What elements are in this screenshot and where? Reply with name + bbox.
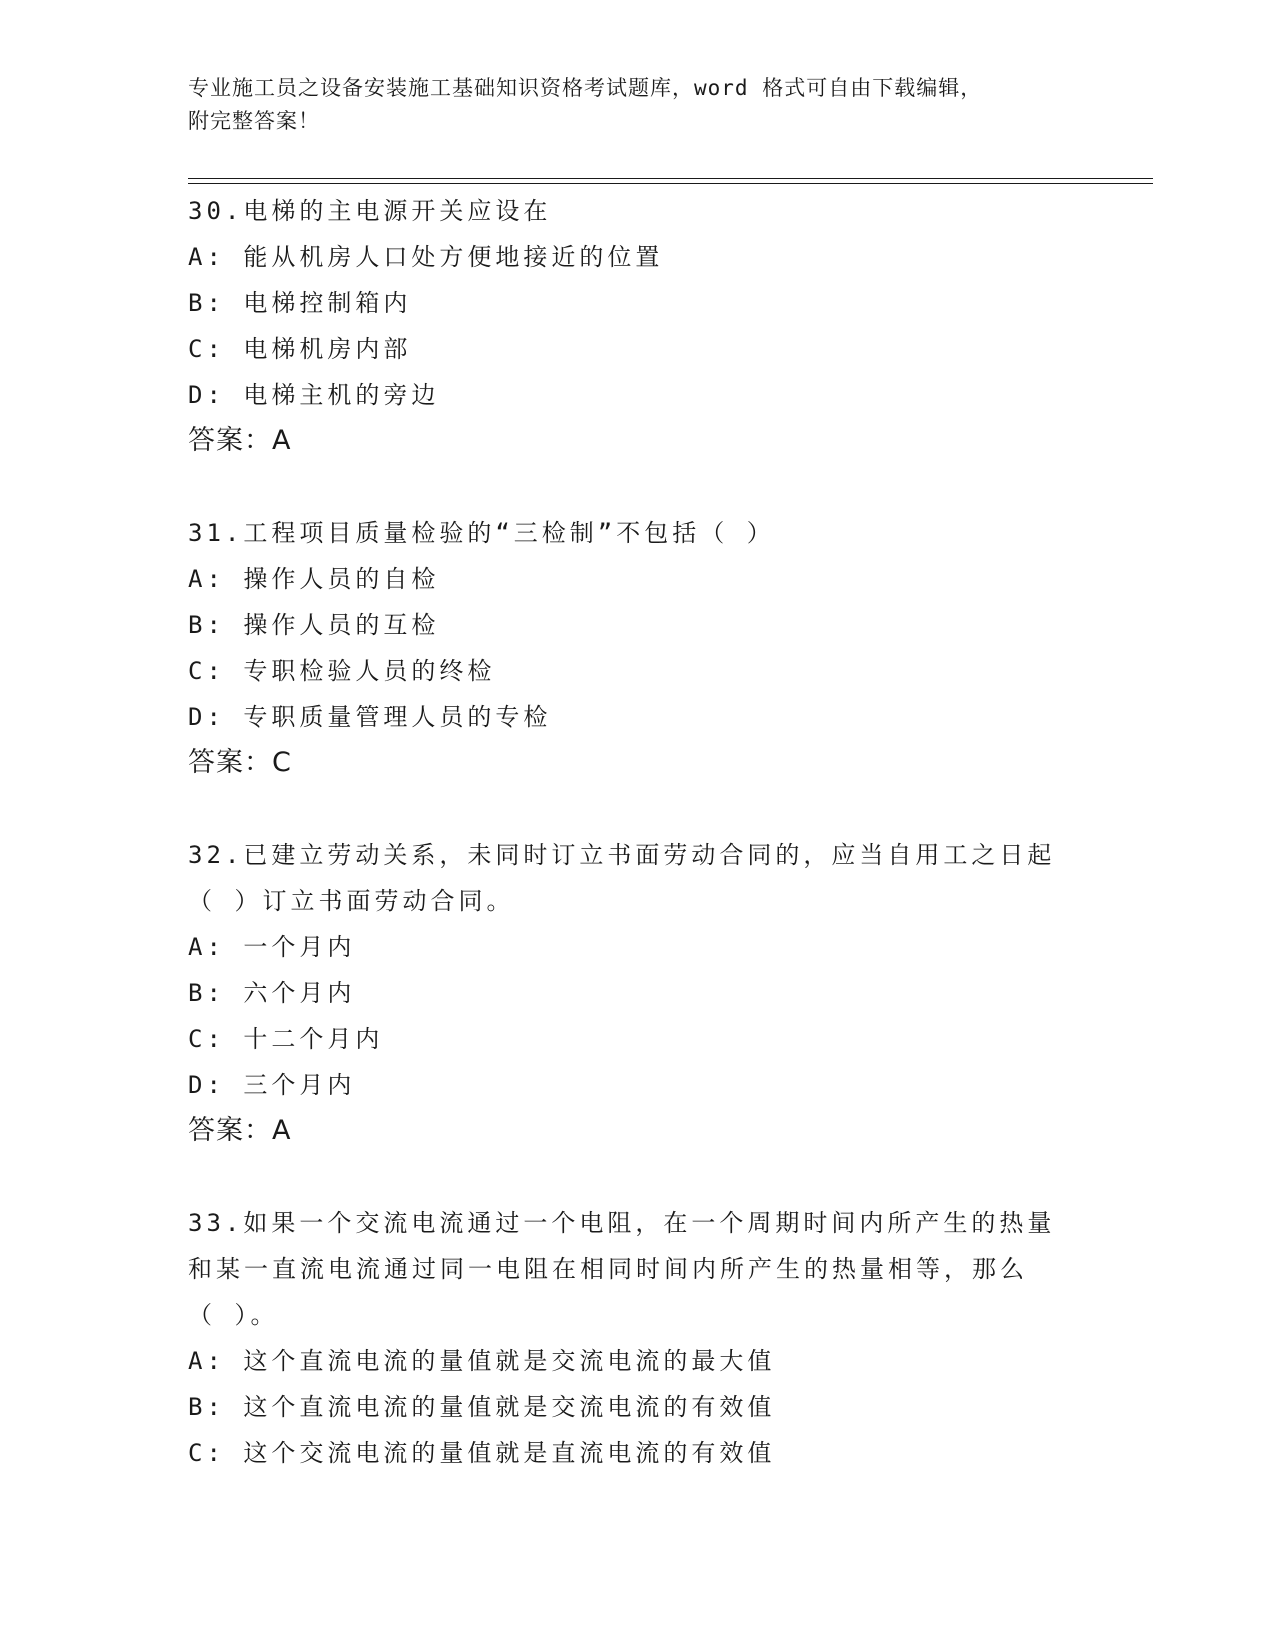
option-b: B: 六个月内 [188,979,356,1007]
question-stem: 33.如果一个交流电流通过一个电阻，在一个周期时间内所产生的热量 和某一直流电流通过同一电阻在相同时间内所产生的热量相等，那么 （ ）。 [188,1209,1056,1329]
option-b: B: 操作人员的互检 [188,611,440,639]
document-header: 专业施工员之设备安装施工基础知识资格考试题库，word 格式可自由下载编辑， 附完整答案！ [188,76,983,133]
answer-line: 答案：C [188,747,292,778]
option-d: D: 电梯主机的旁边 [188,381,440,409]
answer-line: 答案：A [188,425,292,456]
question-30 [188,188,1088,464]
option-c: C: 这个交流电流的量值就是直流电流的有效值 [188,1439,776,1467]
option-c: C: 十二个月内 [188,1025,384,1053]
question-list [188,188,1088,1476]
question-32 [188,832,1088,1154]
option-a: A: 能从机房人口处方便地接近的位置 [188,243,664,271]
header-divider-bottom [188,183,1153,184]
question-stem: 32.已建立劳动关系，未同时订立书面劳动合同的，应当自用工之日起 （ ）订立书面劳动合同。 [188,841,1056,915]
header-divider-top [188,178,1153,179]
question-31 [188,510,1088,786]
question-33 [188,1200,1088,1476]
question-stem: 30.电梯的主电源开关应设在 [188,197,552,225]
option-b: B: 电梯控制箱内 [188,289,412,317]
question-stem: 31.工程项目质量检验的“三检制”不包括（ ） [188,519,775,547]
answer-line: 答案：A [188,1115,292,1146]
option-a: A: 一个月内 [188,933,356,961]
option-c: C: 专职检验人员的终检 [188,657,496,685]
option-a: A: 操作人员的自检 [188,565,440,593]
option-c: C: 电梯机房内部 [188,335,412,363]
option-b: B: 这个直流电流的量值就是交流电流的有效值 [188,1393,776,1421]
option-a: A: 这个直流电流的量值就是交流电流的最大值 [188,1347,776,1375]
option-d: D: 专职质量管理人员的专检 [188,703,552,731]
option-d: D: 三个月内 [188,1071,356,1099]
